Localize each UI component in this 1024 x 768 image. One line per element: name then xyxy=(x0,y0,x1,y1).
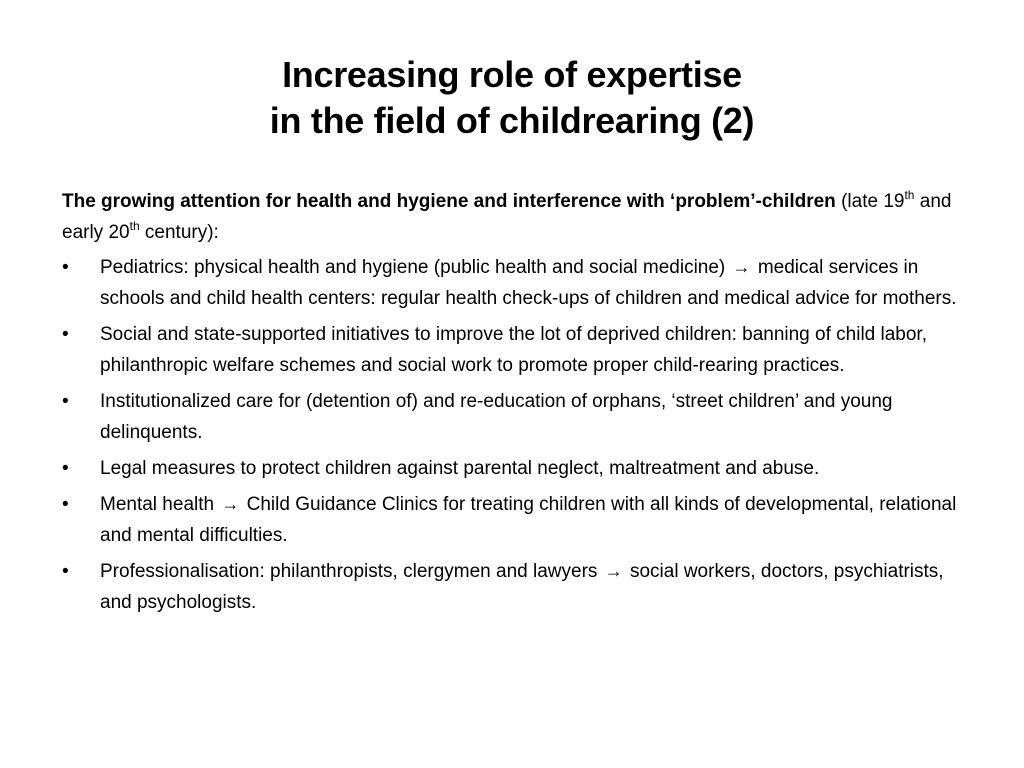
bullet-icon: • xyxy=(62,257,69,278)
bullet-icon: • xyxy=(62,561,69,582)
bullet-text-after: medical services in schools and child health centers: regular health check-ups of children and medical advice for mothers. xyxy=(100,257,957,309)
intro-sup-a: th xyxy=(904,187,915,202)
arrow-right-icon: → xyxy=(221,494,240,514)
bullet-icon: • xyxy=(62,391,69,412)
intro-bold-text: The growing attention for health and hygiene and interference with ‘problem’-children xyxy=(62,191,836,212)
slide-title xyxy=(60,52,964,144)
bullet-item-mental-health xyxy=(62,489,962,551)
bullet-icon: • xyxy=(62,494,69,515)
bullet-text: Institutionalized care for (detention of) and re-education of orphans, ‘street children’ and young delinquents. xyxy=(100,391,893,443)
intro-sup-b: th xyxy=(129,218,140,233)
bullet-item-legal-measures xyxy=(62,453,962,484)
bullet-text-before: Mental health xyxy=(100,494,215,515)
bullet-icon: • xyxy=(62,324,69,345)
bullet-text-after: social workers, doctors, psychiatrists, and psychologists. xyxy=(100,561,944,613)
title-line-2: in the field of childrearing (2) xyxy=(269,100,755,141)
bullet-item-institutionalized-care xyxy=(62,386,962,448)
bullet-list xyxy=(62,252,962,618)
bullet-item-social-initiatives xyxy=(62,319,962,381)
bullet-text-before: Pediatrics: physical health and hygiene (public health and social medicine) xyxy=(100,257,726,278)
bullet-text-before: Professionalisation: philanthropists, clergymen and lawyers xyxy=(100,561,598,582)
title-line-1: Increasing role of expertise xyxy=(282,54,742,95)
bullet-text-after: Child Guidance Clinics for treating children with all kinds of developmental, relational and mental difficulties. xyxy=(100,494,957,546)
intro-text-b: and early 20 xyxy=(62,191,952,243)
bullet-text: Social and state-supported initiatives to improve the lot of deprived children: banning of child labor, philanthropic welfare schemes and social work to promote proper child-rearing practices. xyxy=(100,324,927,376)
intro-text-a: (late 19 xyxy=(835,191,905,212)
arrow-right-icon: → xyxy=(732,257,751,277)
bullet-item-professionalisation xyxy=(62,556,962,618)
intro-paragraph xyxy=(62,186,962,248)
bullet-text: Legal measures to protect children against parental neglect, maltreatment and abuse. xyxy=(100,458,820,479)
bullet-item-pediatrics xyxy=(62,252,962,314)
bullet-icon: • xyxy=(62,458,69,479)
slide-body xyxy=(62,186,962,623)
intro-text-c: century): xyxy=(139,222,219,243)
arrow-right-icon: → xyxy=(604,561,623,581)
